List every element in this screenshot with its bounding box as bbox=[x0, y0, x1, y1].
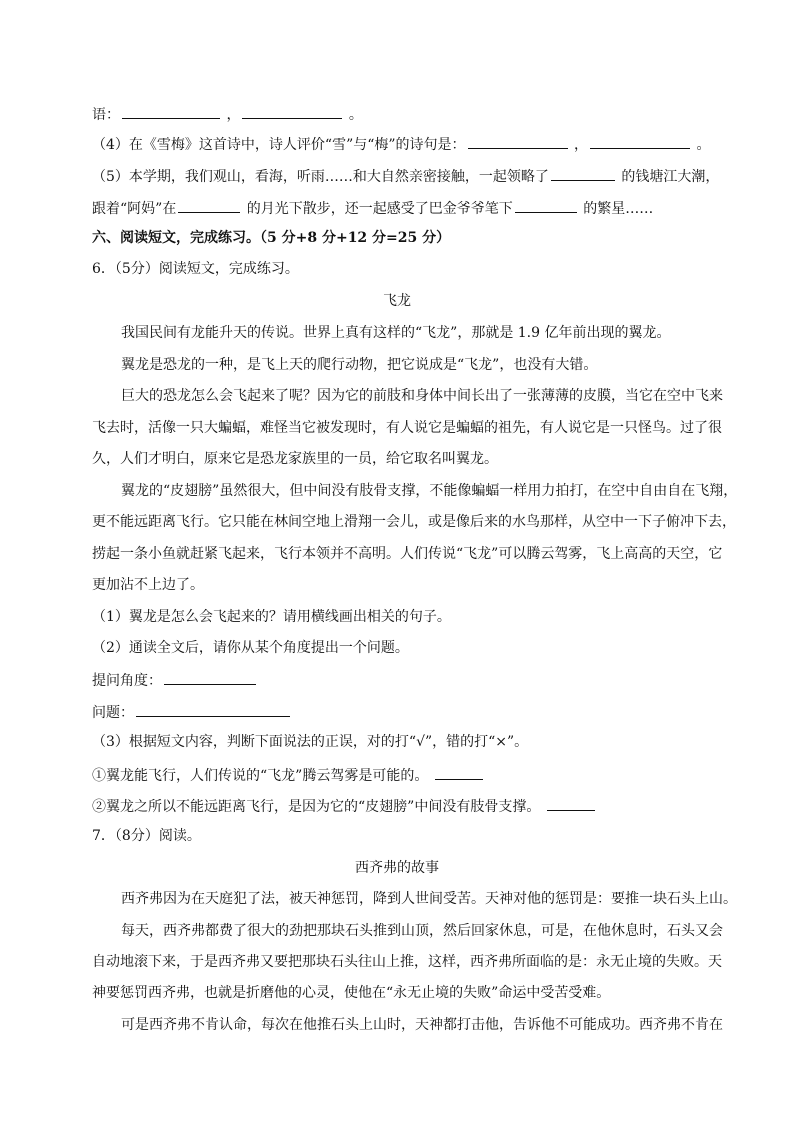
judgement-text: ②翼龙之所以不能远距离飞行，是因为它的“皮翅膀”中间没有肢骨支撑。 bbox=[92, 799, 541, 815]
answer-blank bbox=[242, 104, 342, 119]
question-5-line-1 bbox=[92, 166, 732, 186]
answer-blank bbox=[547, 796, 595, 811]
question-5-line-2 bbox=[92, 198, 732, 218]
judgement-2 bbox=[92, 796, 732, 816]
section-heading: 六、阅读短文，完成练习。（5 分+8 分+12 分=25 分） bbox=[92, 230, 451, 246]
question-6-2: （2）通读全文后，请你从某个角度提出一个问题。 bbox=[92, 640, 409, 656]
answer-blank bbox=[435, 765, 483, 780]
answer-blank bbox=[468, 134, 568, 149]
separator: ， bbox=[226, 107, 241, 123]
angle-label: 提问角度： bbox=[92, 673, 162, 689]
separator: ， bbox=[574, 137, 588, 153]
question-6-3: （3）根据短文内容，判断下面说法的正误，对的打“√”，错的打“×”。 bbox=[92, 734, 529, 750]
answer-line-1 bbox=[92, 104, 732, 124]
question-text: 的繁星…… bbox=[583, 201, 654, 217]
answer-blank bbox=[164, 670, 256, 685]
question-text: （5）本学期，我们观山，看海，听雨……和大自然亲密接触，一起领略了 bbox=[92, 169, 549, 185]
passage-paragraph-cont: 更加沾不上边了。 bbox=[92, 577, 204, 593]
question-6-1: （1）翼龙是怎么会飞起来的？请用横线画出相关的句子。 bbox=[92, 609, 451, 625]
passage-paragraph-cont: 神要惩罚西齐弗，也就是折磨他的心灵，使他在“永无止境的失败”命运中受苦受难。 bbox=[92, 985, 611, 1001]
question-text: 跟着“阿妈”在 bbox=[92, 201, 177, 217]
passage-paragraph-cont: 飞去时，活像一只大蝙蝠，难怪当它被发现时，有人说它是蝙蝠的祖先，有人说它是一只怪鸟。过了很 bbox=[92, 420, 722, 436]
answer-prefix: 语： bbox=[92, 107, 120, 123]
question-answer-line bbox=[92, 702, 732, 722]
passage-title: 西齐弗的故事 bbox=[355, 860, 439, 876]
passage-paragraph-cont: 捞起一条小鱼就赶紧飞起来，飞行本领并不高明。人们传说“飞龙”可以腾云驾雾，飞上高高的天空，它 bbox=[92, 546, 723, 562]
passage-paragraph: 巨大的恐龙怎么会飞起来了呢？因为它的前肢和身体中间长出了一张薄薄的皮膜，当它在空中飞来 bbox=[121, 388, 723, 404]
question-label: 问题： bbox=[92, 705, 134, 721]
line-end: 。 bbox=[348, 107, 363, 123]
passage-paragraph: 翼龙是恐龙的一种，是飞上天的爬行动物，把它说成是“飞龙”，也没有大错。 bbox=[121, 357, 598, 373]
answer-blank bbox=[178, 198, 240, 213]
judgement-text: ①翼龙能飞行，人们传说的“飞龙”腾云驾雾是可能的。 bbox=[92, 768, 429, 784]
answer-blank bbox=[590, 134, 690, 149]
line-end: 。 bbox=[696, 137, 711, 153]
passage-paragraph: 西齐弗因为在天庭犯了法，被天神惩罚，降到人世间受苦。天神对他的惩罚是：要推一块石头上山。 bbox=[121, 891, 737, 907]
judgement-1 bbox=[92, 765, 732, 785]
passage-paragraph-cont: 自动地滚下来，于是西齐弗又要把那块石头往山上推，这样，西齐弗所面临的是：永无止境的失败。天 bbox=[92, 954, 722, 970]
answer-blank bbox=[551, 166, 615, 181]
answer-blank bbox=[515, 198, 577, 213]
passage-paragraph: 我国民间有龙能升天的传说。世界上真有这样的“飞龙”，那就是 1.9 亿年前出现的翼龙。 bbox=[121, 325, 671, 341]
question-text: （4）在《雪梅》这首诗中，诗人评价“雪”与“梅”的诗句是： bbox=[92, 137, 466, 153]
passage-paragraph-cont: 更不能远距离飞行。它只能在林间空地上滑翔一会儿，或是像后来的水鸟那样，从空中一下子俯冲下去， bbox=[92, 514, 736, 530]
passage-paragraph: 每天，西齐弗都费了很大的劲把那块石头推到山顶，然后回家休息，可是，在他休息时，石头又会 bbox=[121, 923, 723, 939]
passage-title: 飞龙 bbox=[383, 293, 411, 309]
passage-paragraph: 可是西齐弗不肯认命，每次在他推石头上山时，天神都打击他，告诉他不可能成功。西齐弗不肯在 bbox=[121, 1017, 723, 1033]
question-text: 的月光下散步，还一起感受了巴金爷爷笔下 bbox=[246, 201, 513, 217]
answer-blank bbox=[122, 104, 220, 119]
passage-paragraph: 翼龙的“皮翅膀”虽然很大，但中间没有肢骨支撑，不能像蝙蝠一样用力拍打，在空中自由自在飞翔， bbox=[121, 483, 738, 499]
question-7-intro: 7．（8分）阅读。 bbox=[92, 828, 201, 844]
question-4 bbox=[92, 134, 732, 154]
angle-answer-line bbox=[92, 670, 732, 690]
answer-blank bbox=[136, 702, 290, 717]
question-6-intro: 6．（5分）阅读短文，完成练习。 bbox=[92, 261, 299, 277]
passage-paragraph-cont: 久，人们才明白，原来它是恐龙家族里的一员，给它取名叫翼龙。 bbox=[92, 451, 498, 467]
question-text: 的钱塘江大潮， bbox=[621, 169, 720, 185]
